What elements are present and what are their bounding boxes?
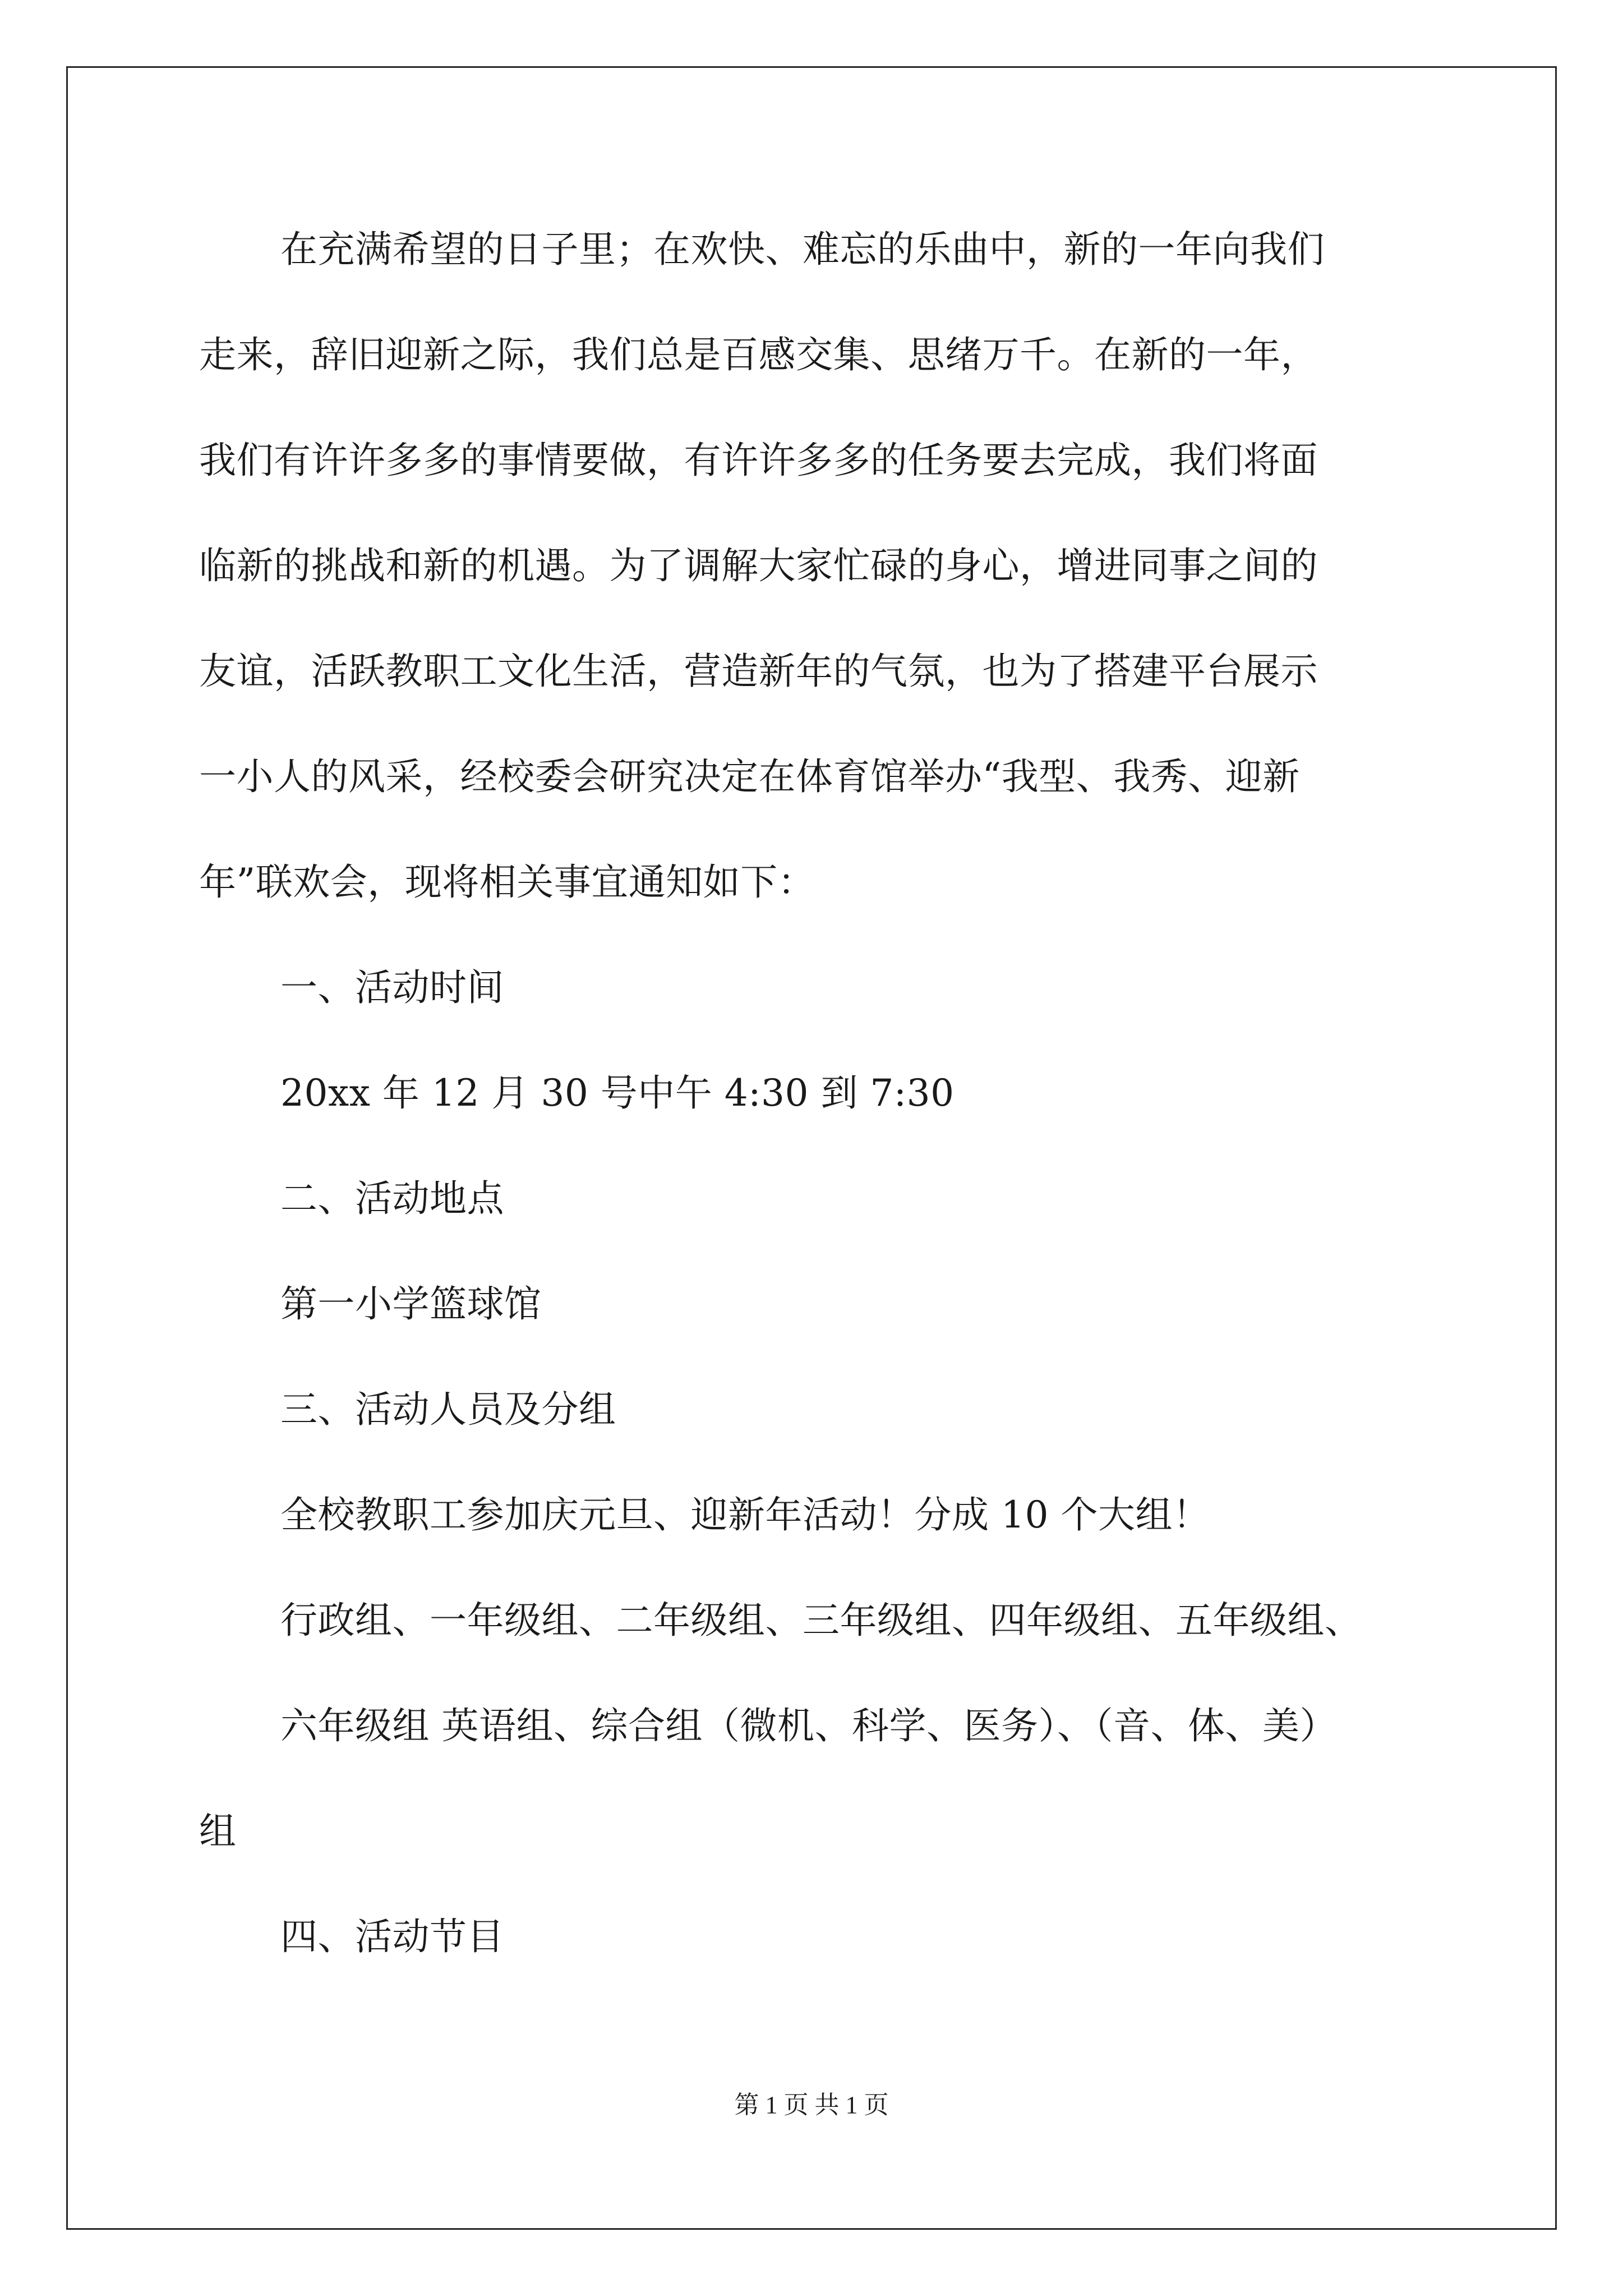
intro-line-4: 临新的挑战和新的机遇。为了调解大家忙碌的身心，增进同事之间的	[199, 544, 1318, 587]
section1-text: 20xx 年 12 月 30 号中午 4:30 到 7:30	[280, 1071, 955, 1115]
section1-heading: 一、活动时间	[280, 966, 504, 1009]
intro-line-1: 在充满希望的日子里；在欢快、难忘的乐曲中，新的一年向我们	[280, 228, 1325, 271]
section2-text: 第一小学篮球馆	[280, 1282, 542, 1326]
page-border	[66, 66, 1557, 2230]
section2-heading: 二、活动地点	[280, 1177, 504, 1220]
section4-heading: 四、活动节目	[280, 1915, 504, 1958]
section3-groups-line-1: 行政组、一年级组、二年级组、三年级组、四年级组、五年级组、	[280, 1599, 1362, 1642]
intro-line-7: 年”联欢会，现将相关事宜通知如下：	[199, 861, 815, 904]
section3-heading: 三、活动人员及分组	[280, 1388, 616, 1431]
page-footer: 第 1 页 共 1 页	[734, 2091, 889, 2119]
section3-groups-line-3: 组	[199, 1810, 237, 1853]
section3-text1: 全校教职工参加庆元旦、迎新年活动！分成 10 个大组！	[280, 1493, 1210, 1536]
section3-groups-line-2: 六年级组 英语组、综合组（微机、科学、医务）、（音、体、美）	[280, 1704, 1337, 1747]
intro-line-2: 走来，辞旧迎新之际，我们总是百感交集、思绪万千。在新的一年，	[199, 333, 1318, 376]
intro-line-3: 我们有许许多多的事情要做，有许许多多的任务要去完成，我们将面	[199, 439, 1318, 482]
intro-line-6: 一小人的风采，经校委会研究决定在体育馆举办“我型、我秀、迎新	[199, 755, 1300, 798]
intro-line-5: 友谊，活跃教职工文化生活，营造新年的气氛，也为了搭建平台展示	[199, 650, 1318, 693]
